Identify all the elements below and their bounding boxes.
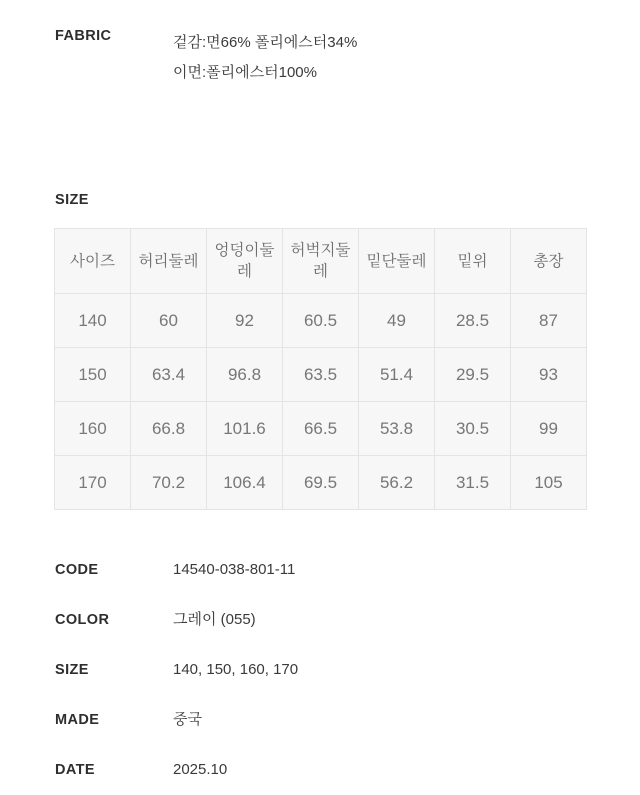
col-header-length: 총장 bbox=[511, 229, 587, 294]
cell-waist: 60 bbox=[131, 294, 207, 348]
info-value-size: 140, 150, 160, 170 bbox=[173, 661, 299, 678]
info-key-date: DATE bbox=[55, 762, 95, 778]
info-key-code: CODE bbox=[55, 562, 99, 578]
size-table-body bbox=[55, 294, 587, 510]
cell-hip: 96.8 bbox=[207, 348, 283, 402]
info-key-size: SIZE bbox=[55, 662, 89, 678]
cell-hem: 49 bbox=[359, 294, 435, 348]
size-table bbox=[54, 228, 587, 510]
info-row-color bbox=[55, 595, 595, 645]
table-row bbox=[55, 348, 587, 402]
fabric-label: FABRIC bbox=[55, 28, 112, 44]
col-header-hip: 엉덩이둘레 bbox=[207, 229, 283, 294]
table-row bbox=[55, 294, 587, 348]
table-row bbox=[55, 456, 587, 510]
info-key-color: COLOR bbox=[55, 612, 110, 628]
col-header-waist: 허리둘레 bbox=[131, 229, 207, 294]
col-header-thigh: 허벅지둘레 bbox=[283, 229, 359, 294]
cell-length: 99 bbox=[511, 402, 587, 456]
info-row-size bbox=[55, 645, 595, 695]
cell-size: 150 bbox=[55, 348, 131, 402]
info-row-made bbox=[55, 695, 595, 745]
cell-length: 105 bbox=[511, 456, 587, 510]
info-key-made: MADE bbox=[55, 712, 100, 728]
cell-length: 93 bbox=[511, 348, 587, 402]
cell-rise: 30.5 bbox=[435, 402, 511, 456]
cell-rise: 31.5 bbox=[435, 456, 511, 510]
size-table-wrapper bbox=[54, 228, 586, 510]
info-value-made: 중국 bbox=[173, 711, 202, 728]
size-section-heading: SIZE bbox=[55, 192, 89, 208]
info-value-color: 그레이 (055) bbox=[173, 611, 256, 628]
table-row bbox=[55, 402, 587, 456]
size-table-head bbox=[55, 229, 587, 294]
fabric-line-outer: 겉감:면66% 폴리에스터34% bbox=[173, 34, 358, 51]
cell-hem: 56.2 bbox=[359, 456, 435, 510]
col-header-hem: 밑단둘레 bbox=[359, 229, 435, 294]
cell-thigh: 69.5 bbox=[283, 456, 359, 510]
col-header-rise: 밑위 bbox=[435, 229, 511, 294]
cell-rise: 29.5 bbox=[435, 348, 511, 402]
cell-hip: 92 bbox=[207, 294, 283, 348]
cell-waist: 66.8 bbox=[131, 402, 207, 456]
cell-hip: 106.4 bbox=[207, 456, 283, 510]
cell-hem: 53.8 bbox=[359, 402, 435, 456]
cell-waist: 70.2 bbox=[131, 456, 207, 510]
col-header-size: 사이즈 bbox=[55, 229, 131, 294]
info-value-date: 2025.10 bbox=[173, 761, 228, 778]
cell-thigh: 66.5 bbox=[283, 402, 359, 456]
table-header-row bbox=[55, 229, 587, 294]
cell-rise: 28.5 bbox=[435, 294, 511, 348]
cell-size: 140 bbox=[55, 294, 131, 348]
cell-hem: 51.4 bbox=[359, 348, 435, 402]
cell-thigh: 60.5 bbox=[283, 294, 359, 348]
info-row-code bbox=[55, 545, 595, 595]
cell-hip: 101.6 bbox=[207, 402, 283, 456]
cell-size: 170 bbox=[55, 456, 131, 510]
cell-thigh: 63.5 bbox=[283, 348, 359, 402]
fabric-values bbox=[173, 28, 357, 88]
product-info-list bbox=[55, 545, 595, 795]
fabric-section bbox=[55, 28, 595, 88]
info-value-code: 14540-038-801-11 bbox=[173, 561, 296, 578]
cell-waist: 63.4 bbox=[131, 348, 207, 402]
cell-size: 160 bbox=[55, 402, 131, 456]
fabric-line-inner: 이면:폴리에스터100% bbox=[173, 64, 317, 81]
info-row-date bbox=[55, 745, 595, 795]
cell-length: 87 bbox=[511, 294, 587, 348]
